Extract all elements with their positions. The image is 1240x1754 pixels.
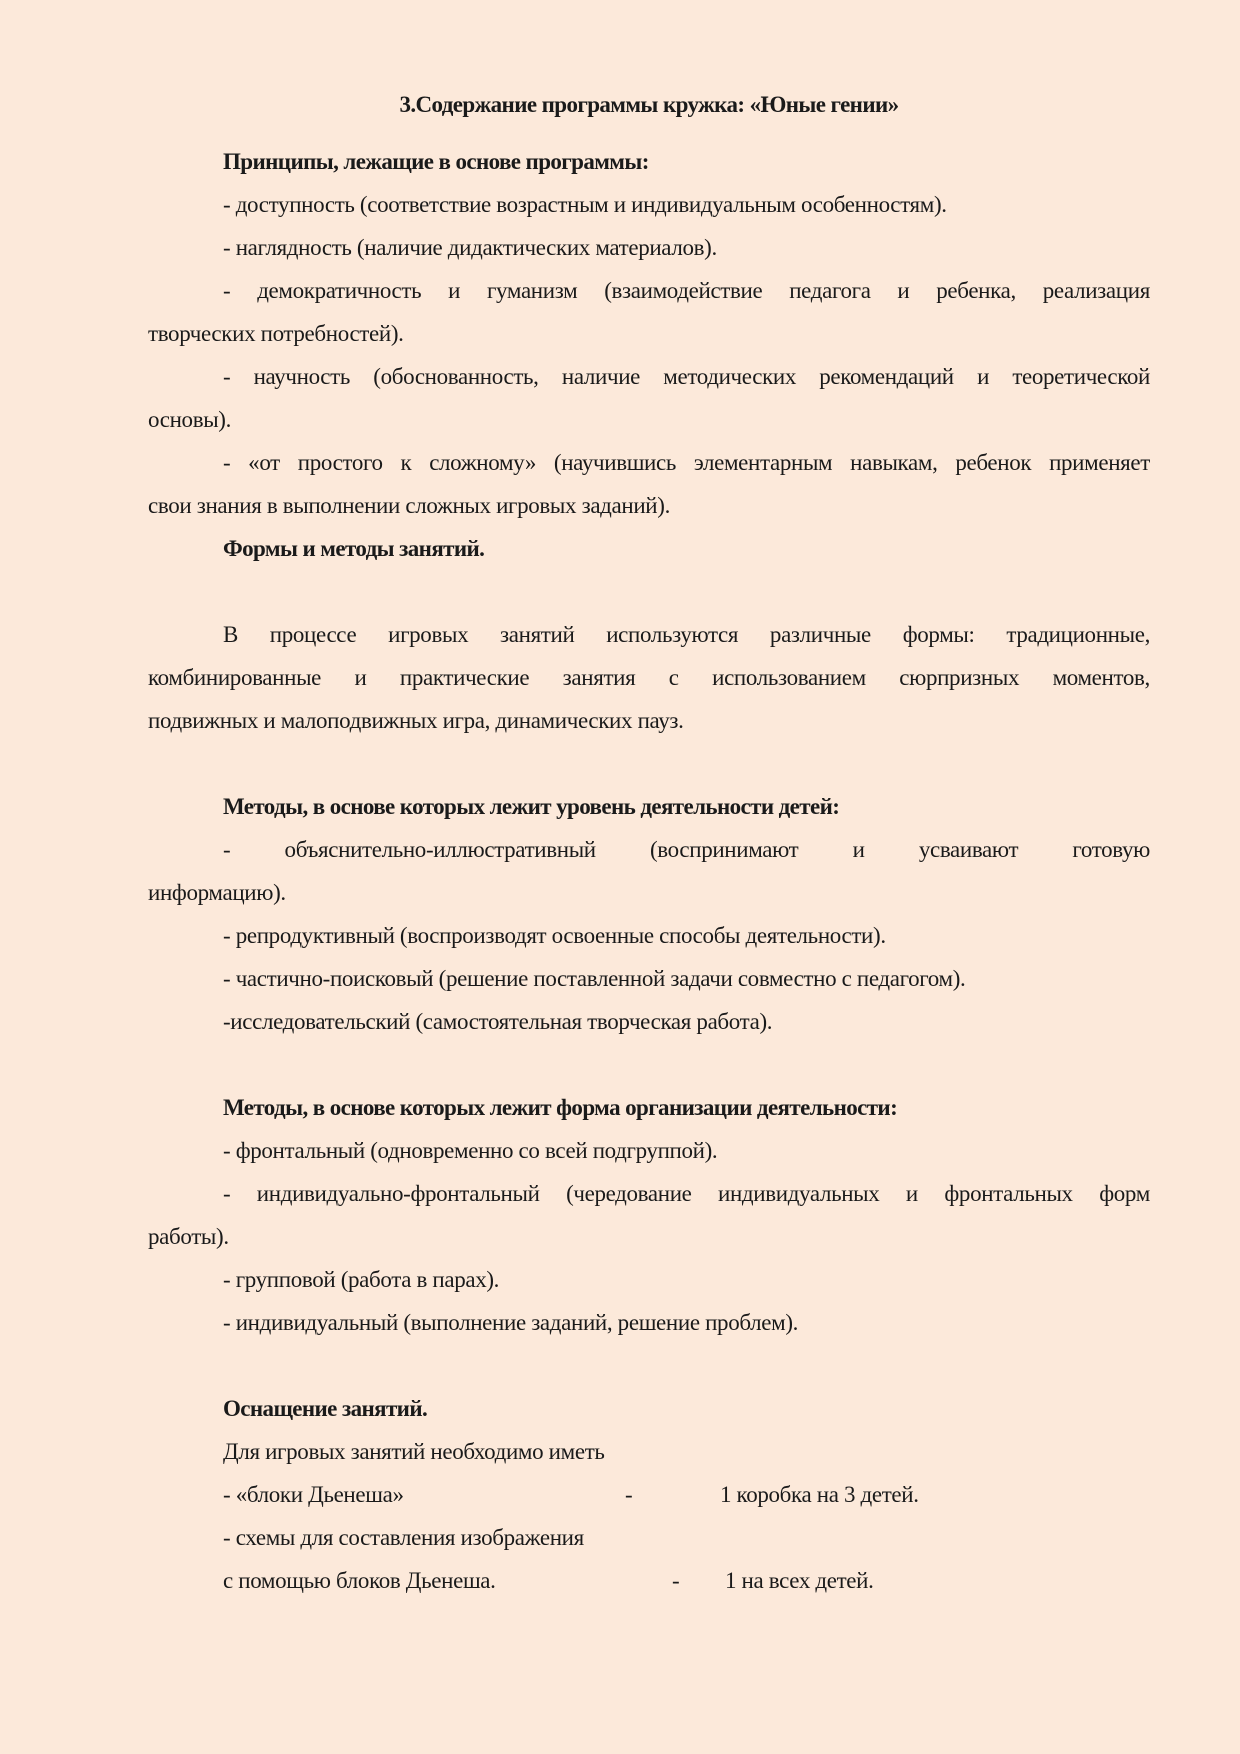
- principle-item-science-line1: [148, 355, 1150, 398]
- word: навыкам,: [850, 450, 938, 475]
- equipment-quantity: 1 на всех детей.: [725, 1568, 874, 1593]
- principle-item-visibility: - наглядность (наличие дидактических материалов).: [223, 235, 717, 260]
- org-item-group: - групповой (работа в парах).: [223, 1267, 500, 1292]
- section-heading-principles: Принципы, лежащие в основе программы:: [223, 149, 649, 174]
- equipment-row-schemes-line2: [148, 1559, 1150, 1602]
- page-title: 3.Содержание программы кружка: «Юные гении»: [399, 92, 899, 117]
- org-item-individual-frontal-line2: работы).: [148, 1224, 229, 1249]
- word: ребенка,: [936, 278, 1016, 303]
- word: моментов,: [1052, 665, 1150, 690]
- section-heading-forms: Формы и методы занятий.: [223, 536, 485, 561]
- word: (чередование: [566, 1181, 692, 1206]
- word: и: [905, 1181, 918, 1206]
- word: гуманизм: [486, 278, 578, 303]
- method-item-partial-search: - частично-поисковый (решение поставленной задачи совместно с педагогом).: [223, 966, 966, 991]
- word: индивидуально-фронтальный: [256, 1181, 540, 1206]
- word: занятий: [500, 622, 575, 647]
- word: рекомендаций: [819, 364, 954, 389]
- word: методических: [663, 364, 796, 389]
- principle-item-simple-to-complex-line2: свои знания в выполнении сложных игровых заданий).: [148, 493, 670, 518]
- word: (воспринимают: [650, 837, 799, 862]
- word: наличие: [561, 364, 641, 389]
- forms-paragraph-line3: подвижных и малоподвижных игра, динамических пауз.: [148, 708, 684, 733]
- method-item-reproductive: - репродуктивный (воспроизводят освоенные способы деятельности).: [223, 923, 886, 948]
- org-item-frontal: - фронтальный (одновременно со всей подгруппой).: [223, 1138, 718, 1163]
- word: теоретической: [1012, 364, 1150, 389]
- word: используются: [606, 622, 739, 647]
- word: и: [852, 837, 865, 862]
- word: -: [223, 1181, 231, 1206]
- word: применяет: [1049, 450, 1150, 475]
- word: формы:: [902, 622, 975, 647]
- word: процессе: [269, 622, 357, 647]
- principle-item-simple-to-complex-line1: [148, 441, 1150, 484]
- word: реализация: [1042, 278, 1150, 303]
- word: индивидуальных: [718, 1181, 880, 1206]
- word: к: [400, 450, 412, 475]
- word: готовую: [1072, 837, 1150, 862]
- equipment-intro: Для игровых занятий необходимо иметь: [223, 1439, 605, 1464]
- word: (обоснованность,: [373, 364, 539, 389]
- method-item-explanatory-line2: информацию).: [148, 880, 286, 905]
- word: практические: [399, 665, 530, 690]
- word: и: [897, 278, 910, 303]
- word: и: [977, 364, 990, 389]
- equipment-item: с помощью блоков Дьенеша.: [223, 1568, 496, 1593]
- word: и: [354, 665, 367, 690]
- word: игровых: [388, 622, 469, 647]
- principle-item-science-line2: основы).: [148, 407, 232, 432]
- principle-item-democracy-line1: [148, 269, 1150, 312]
- word: комбинированные: [148, 665, 322, 690]
- word: усваивают: [918, 837, 1019, 862]
- word: занятия: [562, 665, 636, 690]
- word: простого: [297, 450, 383, 475]
- word: с: [668, 665, 679, 690]
- word: традиционные,: [1006, 622, 1150, 647]
- word: элементарным: [693, 450, 833, 475]
- word: объяснительно-иллюстративный: [284, 837, 596, 862]
- method-item-research: -исследовательский (самостоятельная творческая работа).: [223, 1009, 773, 1034]
- equipment-item: - «блоки Дьенеша»: [223, 1482, 404, 1507]
- word: педагога: [789, 278, 871, 303]
- equipment-dash: -: [625, 1482, 633, 1507]
- word: демократичность: [257, 278, 422, 303]
- principle-item-accessibility: - доступность (соответствие возрастным и индивидуальным особенностям).: [223, 192, 947, 217]
- equipment-quantity: 1 коробка на 3 детей.: [720, 1482, 919, 1507]
- equipment-dash: -: [672, 1568, 680, 1593]
- word: В: [223, 622, 238, 647]
- section-heading-methods-activity-level: Методы, в основе которых лежит уровень деятельности детей:: [223, 794, 840, 819]
- forms-paragraph-line2: [148, 656, 1150, 699]
- word: -: [223, 278, 231, 303]
- word: сложному»: [429, 450, 537, 475]
- word: -: [223, 450, 231, 475]
- word: (научившись: [553, 450, 677, 475]
- word: -: [223, 837, 231, 862]
- principle-item-democracy-line2: творческих потребностей).: [148, 321, 404, 346]
- equipment-row-dienes-blocks: [148, 1473, 1150, 1516]
- org-item-individual-frontal-line1: [148, 1172, 1150, 1215]
- word: «от: [248, 450, 280, 475]
- org-item-individual: - индивидуальный (выполнение заданий, решение проблем).: [223, 1310, 799, 1335]
- method-item-explanatory-line1: [148, 828, 1150, 871]
- section-heading-equipment: Оснащение занятий.: [223, 1396, 428, 1421]
- word: научность: [253, 364, 350, 389]
- word: форм: [1099, 1181, 1150, 1206]
- word: и: [448, 278, 461, 303]
- word: фронтальных: [944, 1181, 1073, 1206]
- word: (взаимодействие: [604, 278, 763, 303]
- word: использованием: [712, 665, 866, 690]
- word: ребенок: [955, 450, 1032, 475]
- forms-paragraph-line1: [148, 613, 1150, 656]
- word: -: [223, 364, 231, 389]
- word: сюрпризных: [899, 665, 1020, 690]
- section-heading-methods-organization: Методы, в основе которых лежит форма организации деятельности:: [223, 1095, 898, 1120]
- word: различные: [769, 622, 871, 647]
- equipment-row-schemes-line1: - схемы для составления изображения: [223, 1525, 584, 1550]
